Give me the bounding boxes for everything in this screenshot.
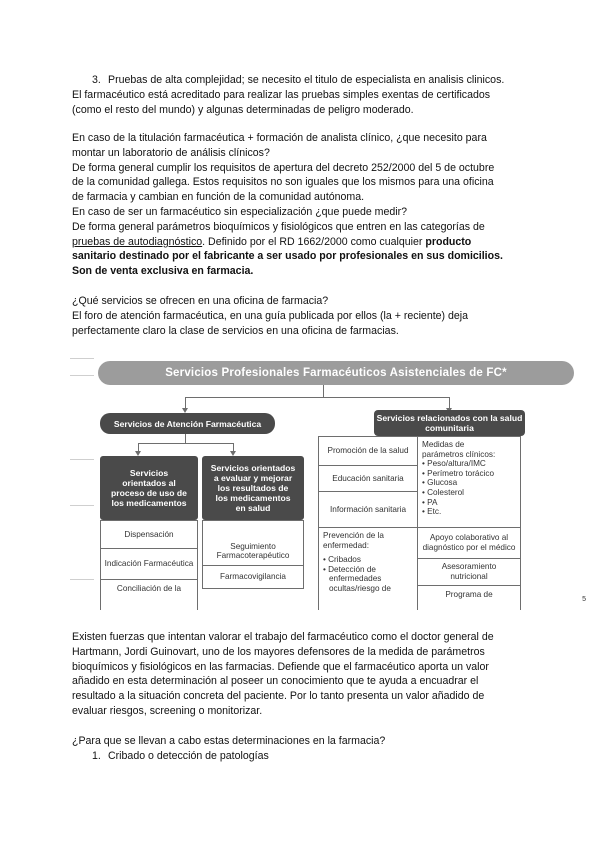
paragraph-line: (como el resto del mundo) y algunas determinadas de peligro moderado.: [72, 103, 414, 116]
margin-tick: [70, 579, 94, 580]
margin-tick: [70, 358, 94, 359]
connector-line: [185, 397, 449, 398]
paragraph-line: añadido en esta determinación al poseer un conocimiento que te ayuda a encuadrar el: [72, 675, 479, 688]
question-line: ¿Para que se llevan a cabo estas determinaciones en la farmacia?: [72, 735, 386, 747]
answer-line: de farmacia y cambian en función de la comunidad autónoma.: [72, 191, 365, 204]
section-determinaciones: [72, 734, 534, 764]
paragraph-line: El farmacéutico está acreditado para realizar las pruebas simples exentas de certificados: [72, 88, 491, 101]
question-line: ¿Qué servicios se ofrecen en una oficina de farmacia?: [72, 295, 329, 307]
sub-header-uso-medicamentos: Servicios orientados al proceso de uso de los medicamentos: [100, 456, 198, 520]
answer-line: de la comunidad gallega. Estos requisitos no son iguales que los mismos para una oficina: [72, 176, 494, 189]
paragraph-line: Hartmann, Jordi Guinovart, uno de los mayores defensores de la medida de parámetros: [72, 645, 485, 658]
left-header: Servicios de Atención Farmacéutica: [100, 413, 275, 434]
cell-dispensacion: Dispensación: [100, 520, 198, 549]
diagram-title: Servicios Profesionales Farmacéuticos Asistenciales de FC*: [98, 361, 574, 385]
cell-programa: Programa de: [417, 585, 521, 610]
list-text: Pruebas de alta complejidad; se necesito el titulo de especialista en analisis clinicos.: [108, 74, 505, 86]
margin-tick: [70, 375, 94, 376]
connector-line: [185, 434, 186, 443]
answer-line: pruebas de autodiagnóstico. Definido por el RD 1662/2000 como cualquier producto: [72, 235, 472, 248]
answer-line: El foro de atención farmacéutica, en una guía publicada por ellos (la + reciente) deja: [72, 309, 469, 322]
question-line: montar un laboratorio de análisis clínicos?: [72, 146, 270, 159]
cell-informacion: Información sanitaria: [318, 491, 418, 528]
list-text: Cribado o detección de patologías: [108, 749, 269, 762]
paragraph-line: bioquímicos y fisiológicos en las farmacias. Defiende que el farmacéutico aporta un valor: [72, 660, 489, 673]
paragraph-line: evaluar riesgos, screening o monitorizar.: [72, 704, 263, 717]
cell-educacion: Educación sanitaria: [318, 465, 418, 492]
answer-line: De forma general parámetros bioquímicos y fisiológicos que entren en las categorías de: [72, 220, 485, 233]
margin-tick: [70, 459, 94, 460]
cell-apoyo-diagnostico: Apoyo colaborativo al diagnóstico por el médico: [417, 527, 521, 559]
cell-asesoramiento: Asesoramiento nutricional: [417, 558, 521, 586]
sub-header-resultados: Servicios orientados a evaluar y mejorar los resultados de los medicamentos en salud: [202, 456, 304, 520]
cell-medidas-parametros: Medidas de parámetros clínicos: • Peso/altura/IMC • Perímetro torácico • Glucosa • Colesterol • PA • Etc.: [417, 436, 521, 528]
autodiagnostico-link: pruebas de autodiagnóstico: [72, 235, 203, 248]
cell-indicacion: Indicación Farmacéutica: [100, 548, 198, 580]
list-item-1: [72, 749, 534, 764]
cell-prevencion: Prevención de la enfermedad: • Cribados • Detección de enfermedades ocultas/riesgo de: [318, 527, 418, 610]
intro-block: [72, 73, 534, 117]
cell-farmacovigilancia: Farmacovigilancia: [202, 565, 304, 589]
corner-mark: 5: [582, 596, 586, 604]
question-line: En caso de la titulación farmacéutica + formación de analista clínico, ¿que necesito para: [72, 132, 487, 144]
section-laboratorio: [72, 131, 534, 279]
answer-line: perfectamente claro la clase de servicios en una oficina de farmacias.: [72, 324, 399, 337]
list-item-3: [72, 73, 534, 88]
answer-line-bold: Son de venta exclusiva en farmacia.: [72, 265, 254, 278]
list-number: 1.: [92, 749, 101, 762]
cell-seguimiento: Seguimiento Farmacoterapéutico: [202, 520, 304, 566]
paragraph-line: resultado a la situación concreta del paciente. Por lo tanto presenta un valor añadido de: [72, 690, 485, 703]
section-guinovart: [72, 630, 534, 719]
connector-line: [138, 443, 233, 444]
paragraph-line: Existen fuerzas que intentan valorar el trabajo del farmacéutico como el doctor general de: [72, 631, 494, 643]
margin-tick: [70, 505, 94, 506]
right-header: Servicios relacionados con la salud comunitaria: [374, 410, 525, 436]
section-servicios: [72, 294, 534, 338]
list-number: 3.: [92, 74, 101, 86]
services-diagram: [70, 348, 588, 610]
cell-promocion: Promoción de la salud: [318, 436, 418, 466]
answer-line-bold: sanitario destinado por el fabricante a ser usado por profesionales en sus domicilios.: [72, 250, 503, 263]
connector-line: [323, 385, 324, 397]
question-line: En caso de ser un farmacéutico sin especialización ¿que puede medir?: [72, 205, 408, 218]
cell-conciliacion: Conciliación de la: [100, 579, 198, 610]
answer-line: De forma general cumplir los requisitos de apertura del decreto 252/2000 del 5 de octubre: [72, 161, 495, 174]
